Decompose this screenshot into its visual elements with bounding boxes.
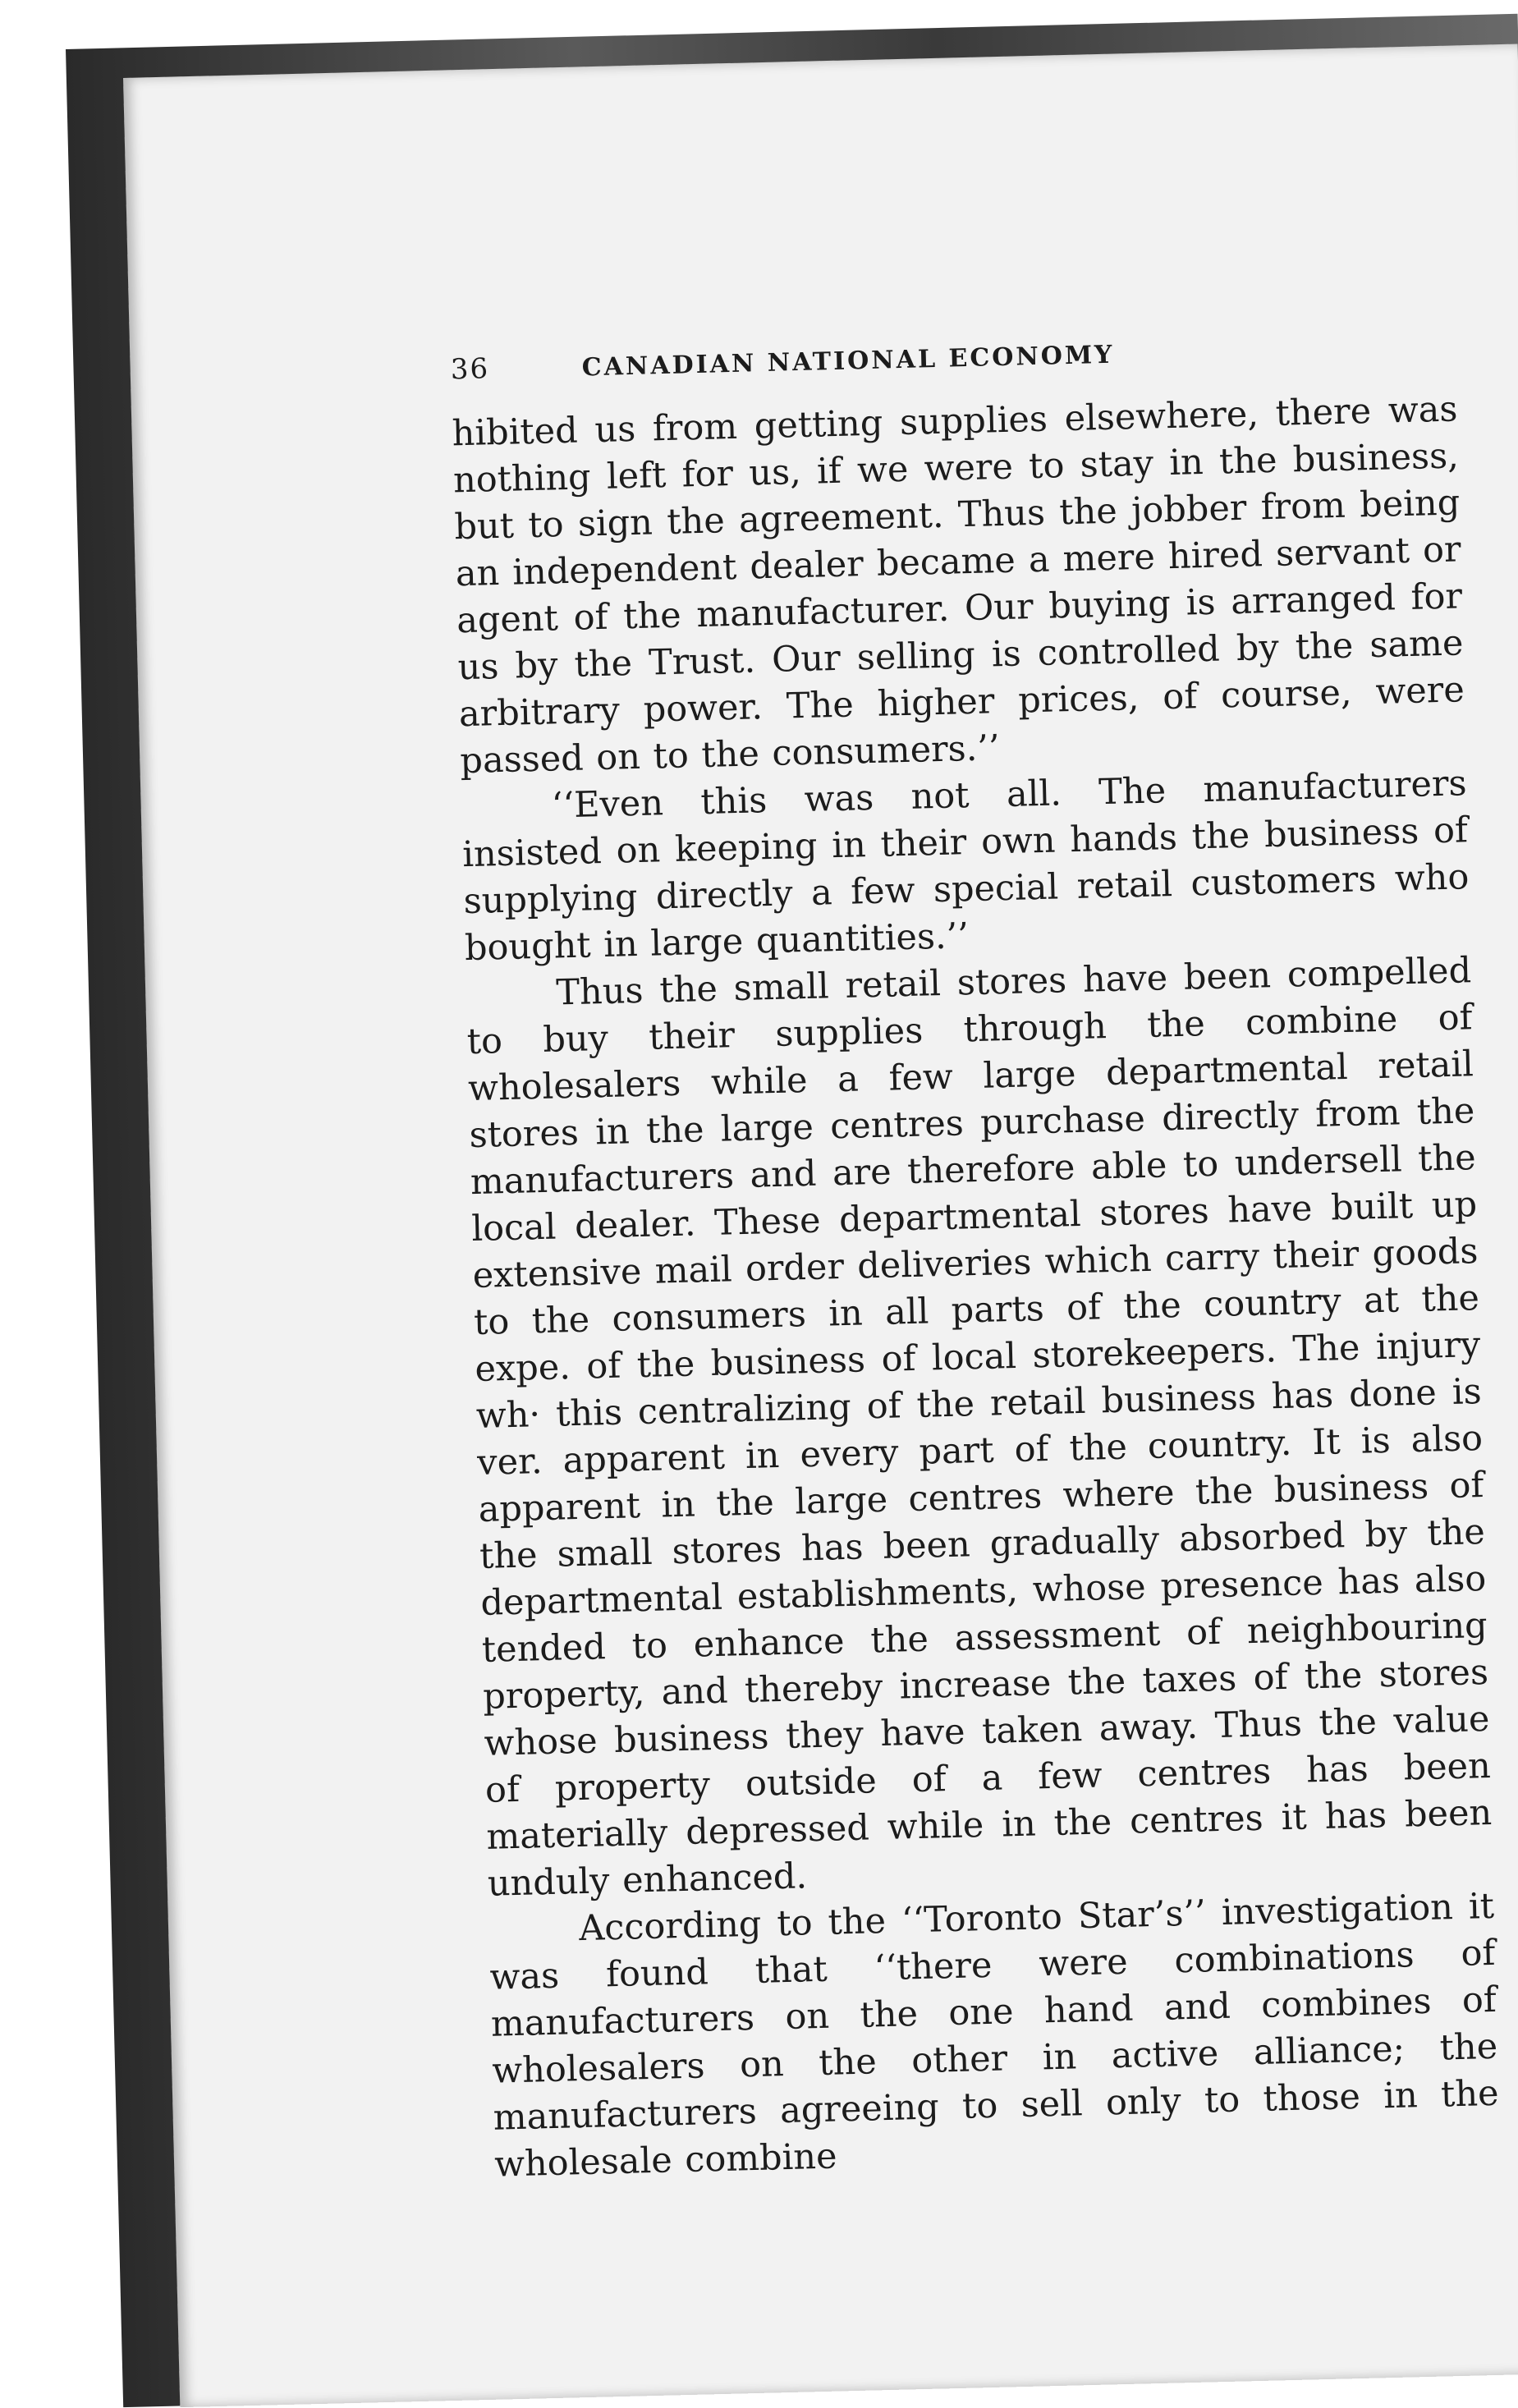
running-head-title: CANADIAN NATIONAL ECONOMY bbox=[581, 340, 1115, 383]
paragraph-2: ‘‘Even this was not all. The manufacturers insisted on keeping in their own hands the business of supplying directly a few special retail customers who bought in large quantities.’’ bbox=[461, 763, 1470, 970]
body-text bbox=[452, 386, 1501, 2188]
running-head bbox=[450, 328, 1456, 386]
page-number: 36 bbox=[450, 352, 490, 387]
page-content bbox=[450, 328, 1500, 2188]
paragraph-3: Thus the small retail stores have been compelled to buy their supplies through the combine of wholesalers while a few large departmental retail stores in the large centres purchase directly from the manufacturers and are therefore able to undersell the local dealer. These departmental stores have built up extensive mail order deliveries which carry their goods to the consumers in all parts of the country at the expe. of the business of local storekeepers. The injury wh· this centralizing of the retail business has done is ver. apparent in every part of the country. It is also apparent in the large centres where the business of the small stores has been gradually absorbed by the departmental establishments, whose presence has also tended to enhance the assessment of neighbouring property, and thereby increase the taxes of the stores whose business they have taken away. Thus the value of property outside of a few centres has been materially depressed while in the centres it has been unduly enhanced. bbox=[466, 950, 1493, 1905]
paragraph-1: hibited us from getting supplies elsewhere, there was nothing left for us, if we were to stay in the business, but to sign the agreement. Thus the jobber from being an independent dealer became a mere hired servant or agent of the manufacturer. Our buying is arranged for us by the Trust. Our selling is controlled by the same arbitrary power. The higher prices, of course, were passed on to the consumers.’’ bbox=[452, 388, 1465, 782]
paragraph-4: According to the ‘‘Toronto Star’s’’ investigation it was found that ‘‘there were combinations of manufacturers on the one hand and combines of wholesalers on the other in active alliance; the manufacturers agreeing to sell only to those in the wholesale combine bbox=[489, 1885, 1500, 2186]
book-page bbox=[123, 44, 1518, 2407]
